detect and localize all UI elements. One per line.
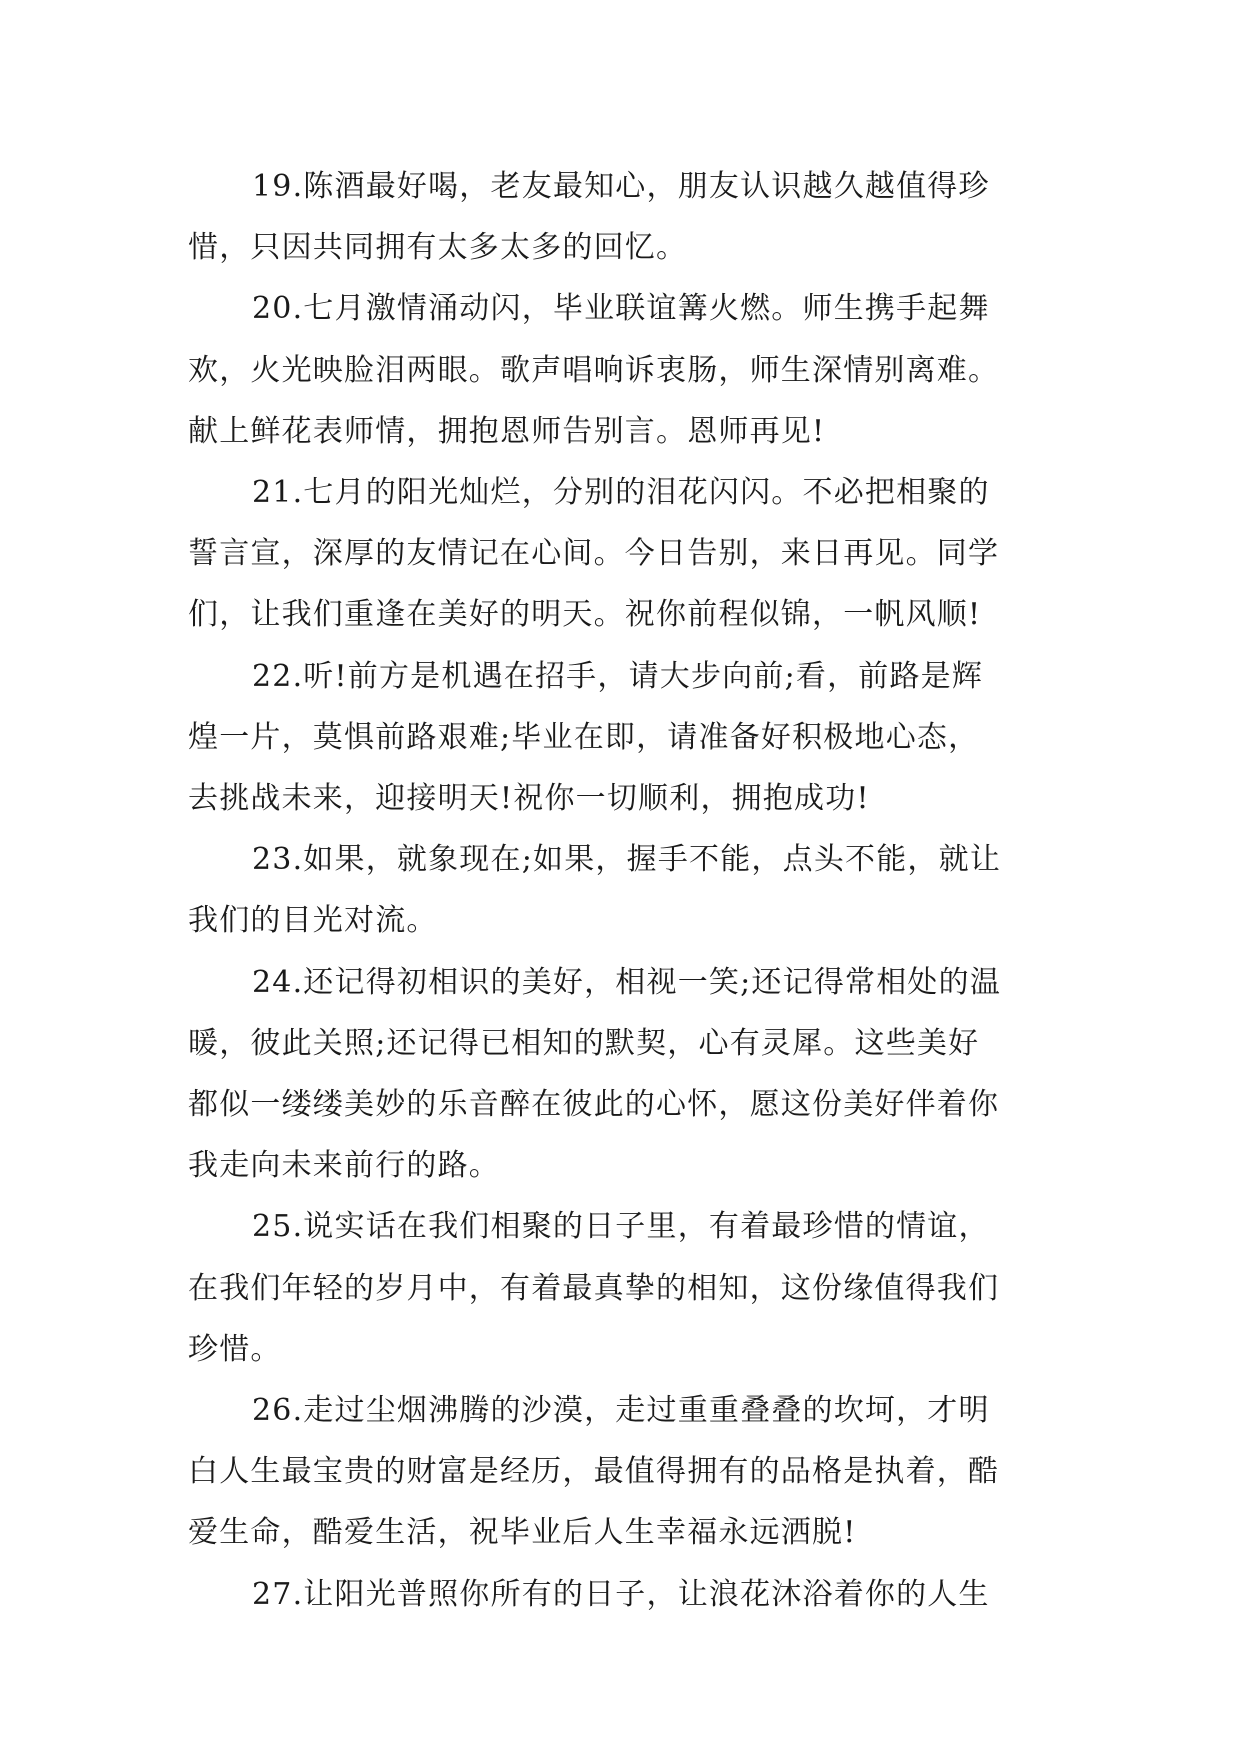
paragraph-23: 23.如果，就象现在;如果，握手不能，点头不能，就让 我们的目光对流。	[188, 842, 1002, 939]
paragraph-19: 19.陈酒最好喝，老友最知心，朋友认识越久越值得珍 惜，只因共同拥有太多太多的回忆。	[188, 169, 990, 266]
paragraph-25: 25.说实话在我们相聚的日子里，有着最珍惜的情谊， 在我们年轻的岁月中，有着最真挚的相知，这份缘值得我们 珍惜。	[188, 1209, 1000, 1367]
paragraph-22: 22.听!前方是机遇在招手，请大步向前;看，前路是辉 煌一片，莫惧前路艰难;毕业在即，请准备好积极地心态， 去挑战未来，迎接明天!祝你一切顺利，拥抱成功!	[188, 658, 984, 817]
paragraph-21: 21.七月的阳光灿烂，分别的泪花闪闪。不必把相聚的 誓言宣，深厚的友情记在心间。今日告别，来日再见。同学 们，让我们重逢在美好的明天。祝你前程似锦，一帆风顺!	[188, 475, 1000, 633]
paragraph-20: 20.七月激情涌动闪，毕业联谊篝火燃。师生携手起舞 欢，火光映脸泪两眼。歌声唱响诉衷肠，师生深情别离难。 献上鲜花表师情，拥抱恩师告别言。恩师再见!	[188, 291, 1000, 449]
paragraph-27: 27.让阳光普照你所有的日子，让浪花沐浴着你的人生	[252, 1576, 990, 1612]
document-body	[188, 156, 1048, 1625]
paragraph-26: 26.走过尘烟沸腾的沙漠，走过重重叠叠的坎坷，才明 白人生最宝贵的财富是经历，最值得拥有的品格是执着，酷 爱生命，酷爱生活，祝毕业后人生幸福永远洒脱!	[188, 1393, 1000, 1551]
paragraph-24: 24.还记得初相识的美好，相视一笑;还记得常相处的温 暖，彼此关照;还记得已相知的默契，心有灵犀。这些美好 都似一缕缕美妙的乐音醉在彼此的心怀，愿这份美好伴着你 我走向未来前行的路。	[188, 964, 1002, 1184]
